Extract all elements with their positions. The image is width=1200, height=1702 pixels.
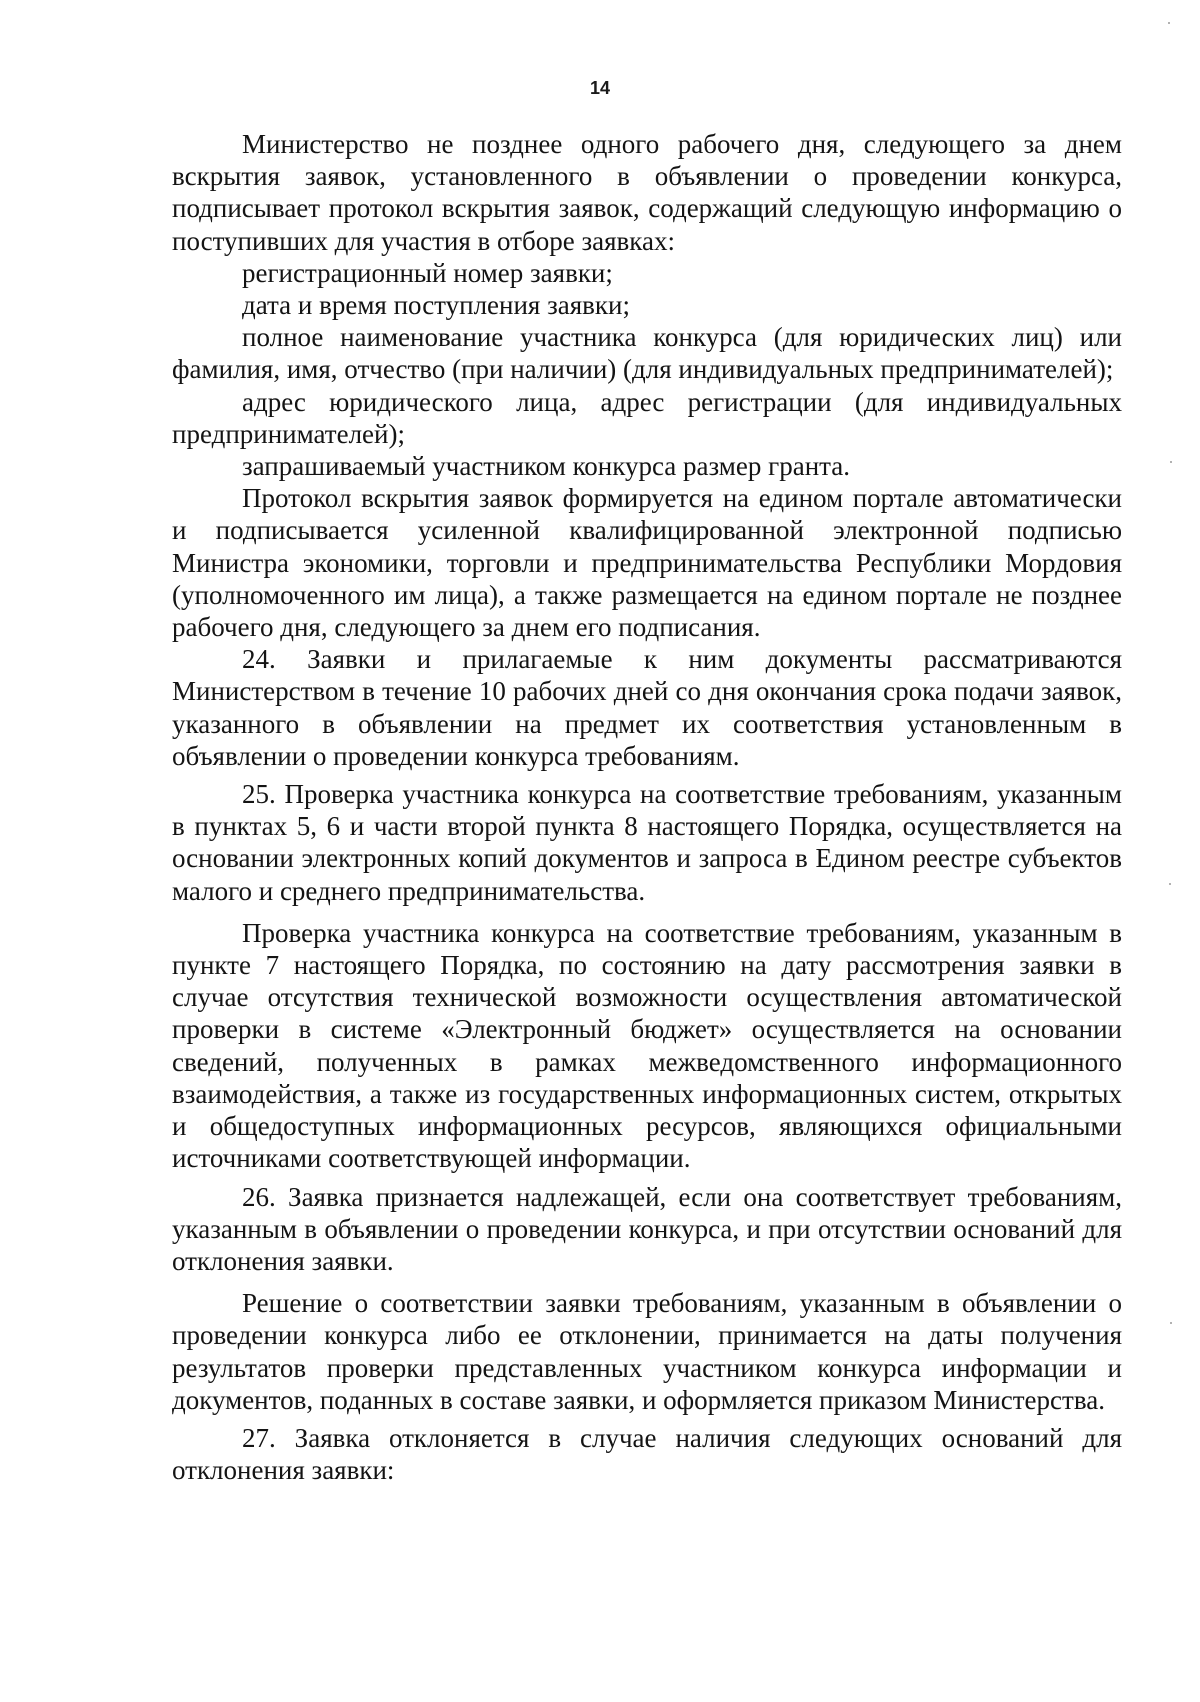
paragraph-item-24: 24. Заявки и прилагаемые к ним документы рассматриваются Министерством в течение 10 рабочих дней со дня окончания срока подачи заявок, указанного в объявлении на предмет их соответствия установленным в объявлении о проведении конкурса требованиям.: [172, 644, 1122, 771]
document-body: [172, 128, 1122, 1486]
paragraph-item-25: 25. Проверка участника конкурса на соответствие требованиям, указанным в пунктах 5, 6 и части второй пункта 8 настоящего Порядка, осуществляется на основании электронных копий документов и запроса в Едином реестре субъектов малого и среднего предпринимательства.: [172, 779, 1122, 906]
paragraph-protocol-intro: Министерство не позднее одного рабочего дня, следующего за днем вскрытия заявок, установленного в объявлении о проведении конкурса, подписывает протокол вскрытия заявок, содержащий следующую информацию о поступивших для участия в отборе заявках:: [172, 129, 1122, 256]
list-item-full-name: полное наименование участника конкурса (для юридических лиц) или фамилия, имя, отчество (при наличии) (для индивидуальных предпринимателей);: [172, 322, 1122, 385]
paragraph-protocol-formation: Протокол вскрытия заявок формируется на едином портале автоматически и подписывается усиленной квалифицированной электронной подписью Министра экономики, торговли и предпринимательства Республики Мордовия (уполномоченного им лица), а также размещается на едином портале не позднее рабочего дня, следующего за днем его подписания.: [172, 483, 1122, 643]
paragraph-item-25-continued: Проверка участника конкурса на соответствие требованиям, указанным в пункте 7 настоящего Порядка, по состоянию на дату рассмотрения заявки в случае отсутствия технической возможности осуществления автоматической проверки в системе «Электронный бюджет» осуществляется на основании сведений, полученных в рамках межведомственного информационного взаимодействия, а также из государственных информационных систем, открытых и общедоступных информационных ресурсов, являющихся официальными источниками соответствующей информации.: [172, 917, 1122, 1174]
paragraph-item-26: 26. Заявка признается надлежащей, если она соответствует требованиям, указанным в объявлении о проведении конкурса, и при отсутствии оснований для отклонения заявки.: [172, 1181, 1122, 1276]
paragraph-item-26-decision: Решение о соответствии заявки требованиям, указанным в объявлении о проведении конкурса либо ее отклонении, принимается на даты получения результатов проверки представленных участником конкурса информации и документов, поданных в составе заявки, и оформляется приказом Министерства.: [172, 1288, 1122, 1415]
scan-speck: [1168, 22, 1170, 24]
scan-speck: [1170, 461, 1172, 463]
page-number: 14: [589, 78, 611, 98]
scan-speck: [1170, 1322, 1172, 1324]
list-item-registration-number: регистрационный номер заявки;: [242, 257, 613, 288]
paragraph-item-27: 27. Заявка отклоняется в случае наличия следующих оснований для отклонения заявки:: [172, 1422, 1122, 1486]
list-item-grant-size: запрашиваемый участником конкурса размер гранта.: [242, 451, 851, 482]
list-item-date-time: дата и время поступления заявки;: [242, 290, 630, 321]
list-item-address: адрес юридического лица, адрес регистрации (для индивидуальных предпринимателей);: [172, 386, 1122, 449]
scan-speck: [1169, 883, 1171, 885]
